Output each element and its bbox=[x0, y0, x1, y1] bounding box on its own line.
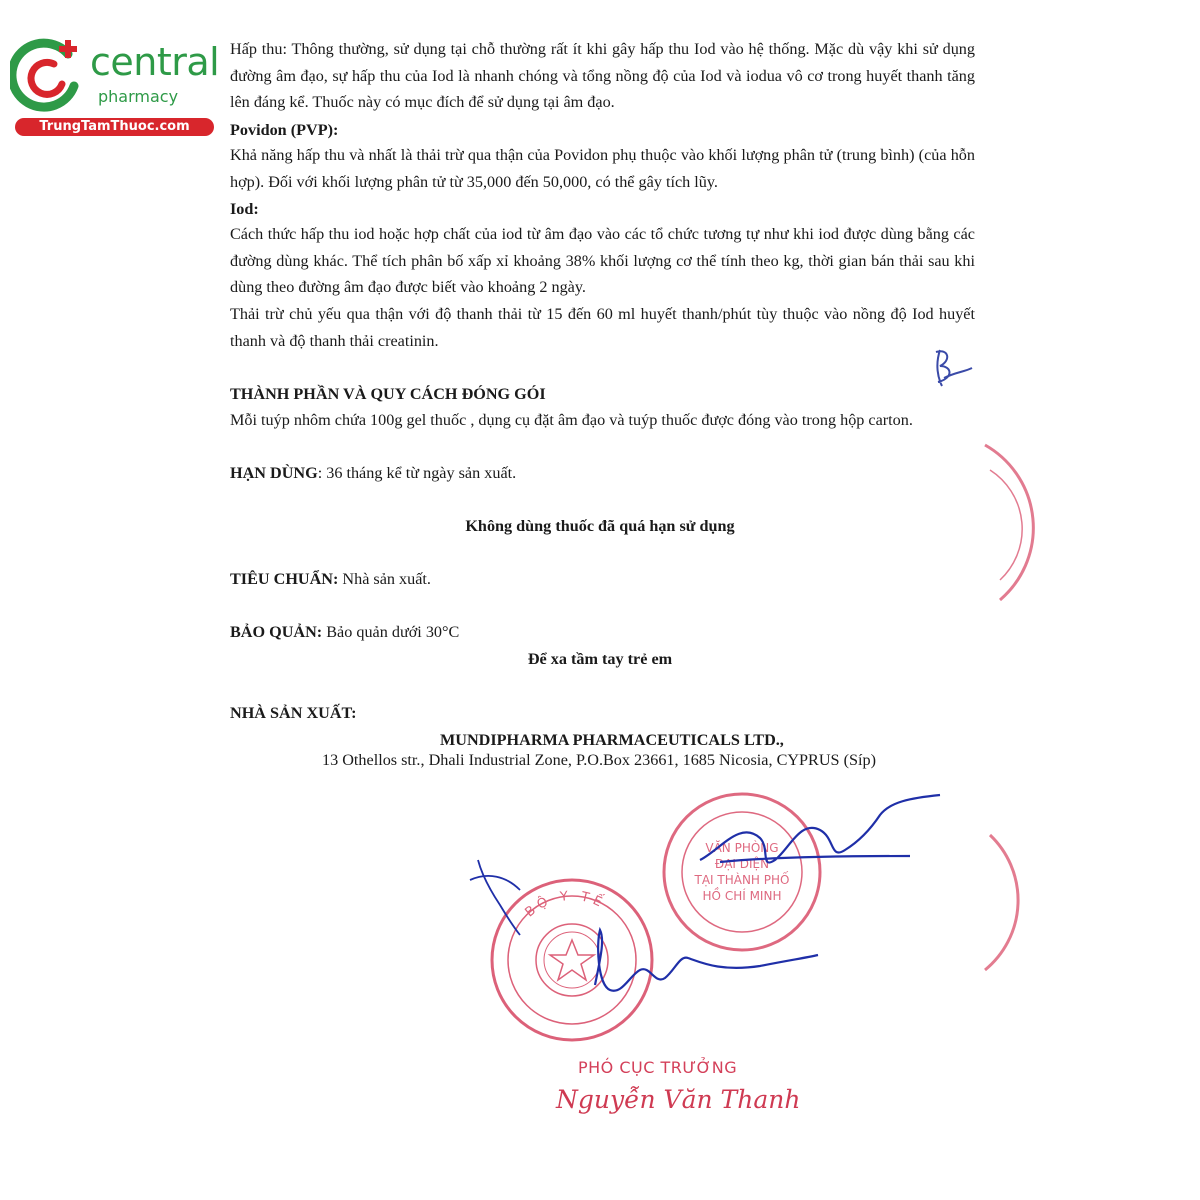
povidon-paragraph: Khả năng hấp thu và nhất là thải trừ qua thận của Povidon phụ thuộc vào khối lượng phân tử (trung bình) (của hỗn hợp). Đối với khối lượng phân tử từ 35,000 đến 50,000, có thể gây tích lũy. bbox=[230, 146, 975, 191]
initials-mark bbox=[936, 350, 972, 386]
logo-brand-text: central bbox=[90, 40, 220, 84]
edge-stamp-partial-bottom bbox=[985, 835, 1018, 970]
logo-website-badge: TrungTamThuoc.com bbox=[15, 118, 214, 136]
manufacturer-address: 13 Othellos str., Dhali Industrial Zone, P.O.Box 23661, 1685 Nicosia, CYPRUS (Síp) bbox=[322, 751, 876, 769]
standard-label: TIÊU CHUẨN: bbox=[230, 570, 339, 588]
composition-heading: THÀNH PHẦN VÀ QUY CÁCH ĐÓNG GÓI bbox=[230, 385, 546, 403]
povidon-heading: Povidon (PVP): bbox=[230, 121, 339, 139]
storage-text: Bảo quản dưới 30°C bbox=[322, 623, 460, 641]
expiry-text: : 36 tháng kể từ ngày sản xuất. bbox=[317, 464, 517, 482]
iod-paragraph-2: Thải trừ chủ yếu qua thận với độ thanh thải từ 15 đến 60 ml huyết thanh/phút tùy thuộc vào nồng độ Iod huyết thanh và độ thanh thải creatinin. bbox=[230, 305, 975, 350]
logo-sub-text: pharmacy bbox=[98, 87, 179, 106]
manufacturer-heading: NHÀ SẢN XUẤT: bbox=[230, 704, 357, 722]
svg-text:BỘ Y TẾ: BỘ Y TẾ bbox=[522, 888, 608, 921]
expiry-warning: Không dùng thuốc đã quá hạn sử dụng bbox=[465, 517, 735, 535]
iod-paragraph-1: Cách thức hấp thu iod hoặc hợp chất của iod từ âm đạo vào các tổ chức tương tự như khi iod được dùng bằng các đường dùng khác. Thể tích phân bố xấp xỉ khoảng 38% khối lượng cơ thể tính theo kg, thời gian bán thải sau khi dùng theo đường âm đạo được biết vào khoảng 2 ngày. bbox=[230, 225, 975, 296]
signature-left bbox=[470, 860, 520, 935]
iod-heading: Iod: bbox=[230, 200, 259, 218]
manufacturer-name: MUNDIPHARMA PHARMACEUTICALS LTD., bbox=[440, 731, 784, 749]
signature-name: Nguyễn Văn Thanh bbox=[556, 1085, 801, 1114]
company-stamp bbox=[664, 794, 820, 950]
expiry-label: HẠN DÙNG bbox=[230, 464, 318, 482]
storage-label: BẢO QUẢN: bbox=[230, 623, 323, 641]
children-warning: Để xa tầm tay trẻ em bbox=[527, 650, 673, 668]
absorption-paragraph: Hấp thu: Thông thường, sử dụng tại chỗ thường rất ít khi gây hấp thu Iod vào hệ thống. Mặc dù vậy khi sử dụng đường âm đạo, sự hấp thu của Iod là nhanh chóng và tổng nồng độ của Iod và iodua vô cơ trong huyết thanh tăng lên đáng kể. Thuốc này có mục đích để sử dụng tại âm đạo. bbox=[230, 40, 975, 111]
signature-title: PHÓ CỤC TRƯỞNG bbox=[578, 1058, 738, 1077]
edge-stamp-partial bbox=[985, 445, 1033, 600]
ministry-stamp bbox=[492, 880, 652, 1040]
svg-text:TẠI THÀNH PHỐ: TẠI THÀNH PHỐ bbox=[694, 873, 790, 887]
standard-text: Nhà sản xuất. bbox=[338, 570, 431, 588]
svg-text:HỒ CHÍ MINH: HỒ CHÍ MINH bbox=[702, 889, 782, 903]
svg-text:VĂN PHÒNG: VĂN PHÒNG bbox=[705, 841, 779, 855]
composition-text: Mỗi tuýp nhôm chứa 100g gel thuốc , dụng cụ đặt âm đạo và tuýp thuốc được đóng vào trong hộp carton. bbox=[230, 411, 913, 429]
svg-text:ĐẠI DIỆN: ĐẠI DIỆN bbox=[714, 857, 770, 871]
